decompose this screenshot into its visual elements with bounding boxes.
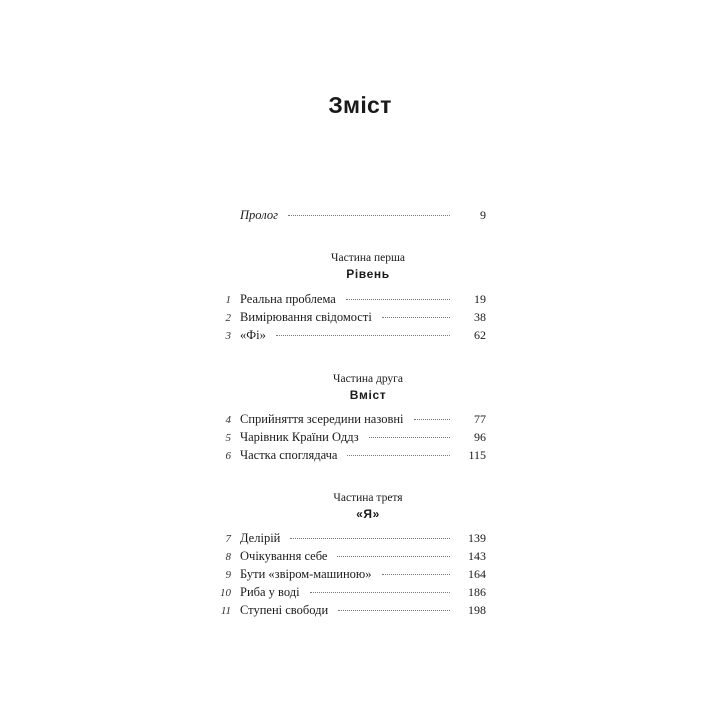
chapter-title: Частка споглядача bbox=[240, 448, 338, 462]
part-title: «Я» bbox=[356, 507, 380, 521]
chapter-number: 9 bbox=[225, 569, 231, 581]
page-number: 139 bbox=[468, 531, 486, 545]
toc-entry[interactable] bbox=[218, 529, 486, 547]
dot-leader bbox=[310, 592, 450, 593]
chapter-number: 3 bbox=[225, 330, 231, 342]
chapter-number: 10 bbox=[220, 587, 231, 599]
dot-leader bbox=[288, 215, 450, 216]
toc-entry[interactable] bbox=[218, 410, 486, 428]
dot-leader bbox=[382, 317, 450, 318]
page-number: 38 bbox=[474, 310, 486, 324]
chapter-number: 6 bbox=[225, 450, 231, 462]
chapter-title: Вимірювання свідомості bbox=[240, 310, 372, 324]
dot-leader bbox=[290, 538, 450, 539]
page-number: 9 bbox=[480, 208, 486, 222]
page-number: 96 bbox=[474, 430, 486, 444]
chapter-title: Чарівник Країни Оддз bbox=[240, 430, 359, 444]
toc-entry[interactable] bbox=[218, 290, 486, 308]
chapter-title: Риба у воді bbox=[240, 585, 300, 599]
dot-leader bbox=[382, 574, 450, 575]
toc-entry[interactable] bbox=[218, 547, 486, 565]
toc-entry[interactable] bbox=[218, 326, 486, 344]
dot-leader bbox=[346, 299, 450, 300]
chapter-number: 8 bbox=[225, 551, 231, 563]
chapter-title: Ступені свободи bbox=[240, 603, 329, 617]
page-number: 143 bbox=[468, 549, 486, 563]
page-number: 164 bbox=[468, 567, 486, 581]
dot-leader bbox=[369, 437, 450, 438]
chapter-title: Очікування себе bbox=[240, 549, 328, 563]
page-number: 198 bbox=[468, 603, 486, 617]
dot-leader bbox=[276, 335, 450, 336]
chapter-title: «Фі» bbox=[240, 328, 266, 342]
toc-entry[interactable] bbox=[218, 308, 486, 326]
page-number: 62 bbox=[474, 328, 486, 342]
toc-entry[interactable] bbox=[218, 583, 486, 601]
part-title: Рівень bbox=[346, 267, 390, 281]
toc-entry[interactable] bbox=[218, 601, 486, 619]
chapter-number: 11 bbox=[220, 605, 231, 617]
chapter-number: 1 bbox=[225, 294, 231, 306]
dot-leader bbox=[338, 610, 450, 611]
toc-entry[interactable] bbox=[218, 428, 486, 446]
dot-leader bbox=[337, 556, 450, 557]
chapter-title: Реальна проблема bbox=[240, 292, 336, 306]
chapter-number: 5 bbox=[225, 432, 231, 444]
page-number: 19 bbox=[474, 292, 486, 306]
chapter-title: Делірій bbox=[240, 531, 281, 545]
chapter-title: Пролог bbox=[240, 208, 278, 222]
part-title: Вміст bbox=[349, 388, 387, 402]
toc-entry[interactable] bbox=[218, 565, 486, 583]
chapter-number: 7 bbox=[225, 533, 231, 545]
chapter-number: 4 bbox=[225, 414, 231, 426]
page-number: 77 bbox=[474, 412, 486, 426]
page-number: 186 bbox=[468, 585, 486, 599]
part-label: Частина третя bbox=[333, 492, 403, 504]
toc-entry[interactable] bbox=[218, 446, 486, 464]
part-label: Частина перша bbox=[331, 252, 405, 264]
chapter-title: Сприйняття зсередини назовні bbox=[240, 412, 404, 426]
chapter-number: 2 bbox=[225, 312, 231, 324]
chapter-title: Бути «звіром-машиною» bbox=[240, 567, 372, 581]
dot-leader bbox=[347, 455, 450, 456]
page-title: Зміст bbox=[328, 92, 392, 118]
page-number: 115 bbox=[468, 448, 486, 462]
part-label: Частина друга bbox=[332, 373, 404, 385]
dot-leader bbox=[414, 419, 450, 420]
toc-entry-prologue[interactable] bbox=[218, 206, 486, 224]
